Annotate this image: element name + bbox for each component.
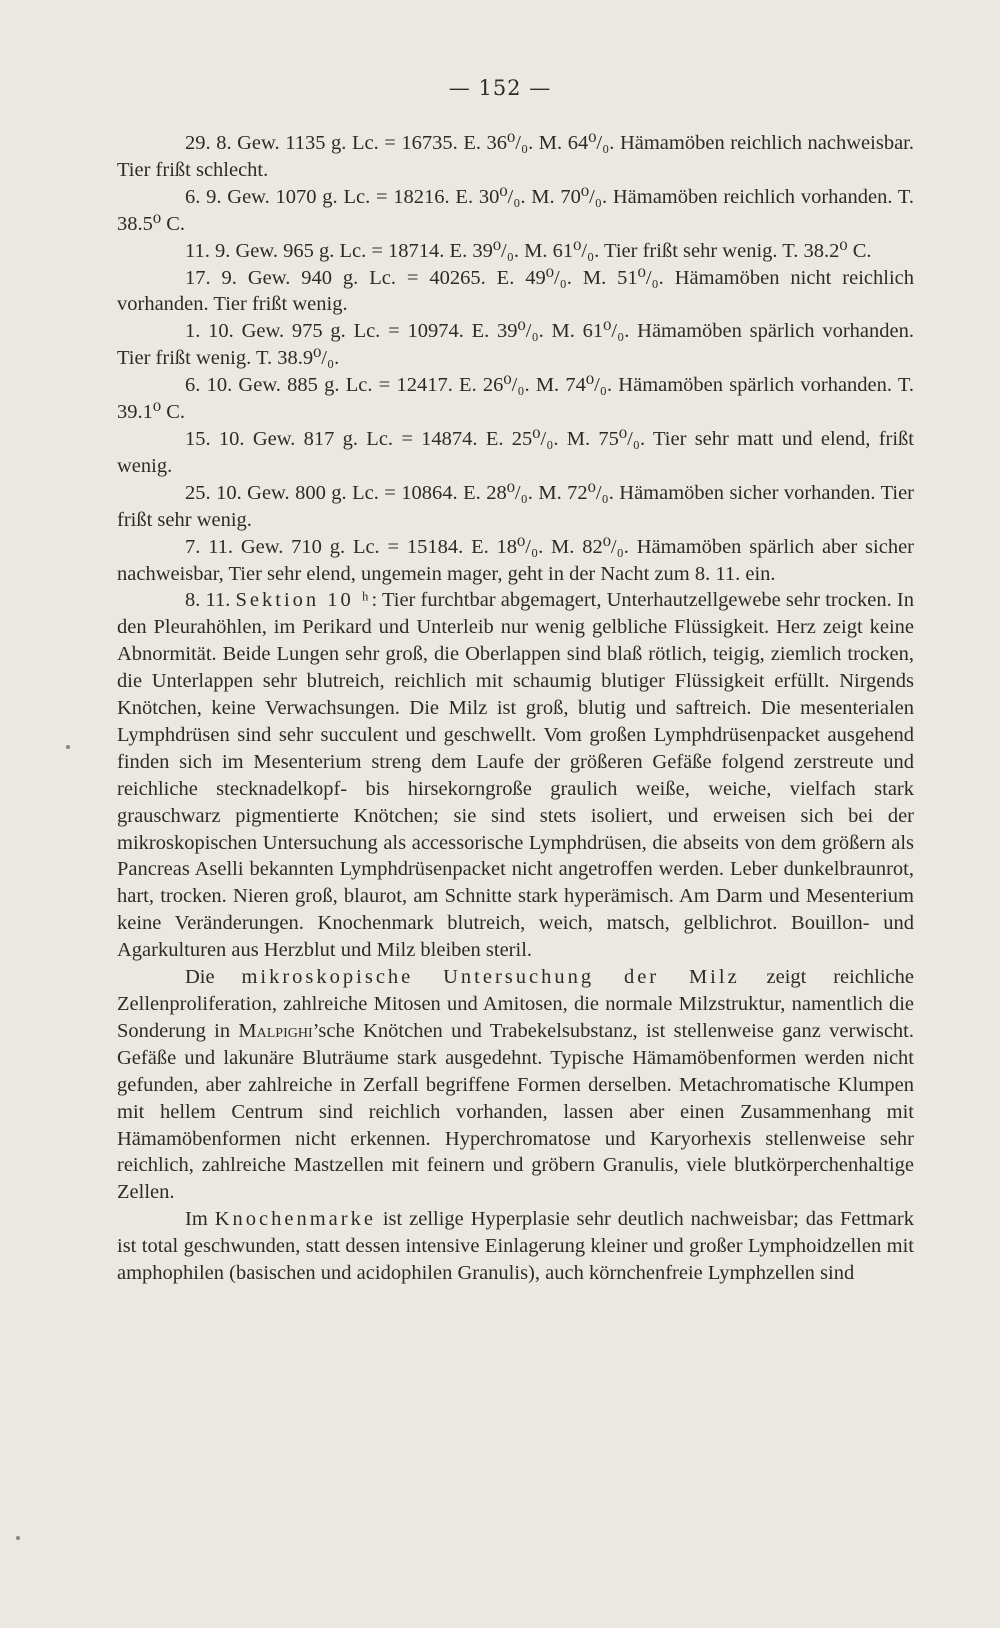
page-body <box>117 130 914 1287</box>
microscopy-prefix: Die <box>185 966 215 989</box>
entry-7: 15. 10. Gew. 817 g. Lc. = 14874. E. 25⁰/₀. M. 75⁰/₀. Tier sehr matt und elend, frißt wenig. <box>117 427 914 477</box>
entry-5: 1. 10. Gew. 975 g. Lc. = 10974. E. 39⁰/₀. M. 61⁰/₀. Hämamöben spärlich vorhanden. Tier frißt wenig. T. 38.9⁰/₀. <box>117 320 914 370</box>
bone-marrow-text: ist zellige Hyperplasie sehr deutlich nachweisbar; das Fettmark ist total geschwunden, statt dessen intensive Einlagerung kleiner und großer Lymphoidzellen mit amphophilen (basischen und acidophilen Granulis), auch körnchenfreie Lymphzellen sind <box>117 1208 914 1285</box>
margin-speck <box>16 1536 20 1540</box>
entry-1: 29. 8. Gew. 1135 g. Lc. = 16735. E. 36⁰/₀. M. 64⁰/₀. Hämamöben reichlich nachweisbar. Tier frißt schlecht. <box>117 132 914 181</box>
microscopy-text-after: ’sche Knötchen und Trabekelsubstanz, ist stellenweise ganz verwischt. Gefäße und lakunäre Bluträume stark ausgedehnt. Typische Hämamöbenformen werden nicht gefunden, aber zahlreiche in Zerfall begriffene Formen derselben. Metachromatische Klumpen mit hellem Centrum sind reichlich vorhanden, lassen aber einen Zusammenhang mit Hämamöbenformen nicht erkennen. Hyperchromatose und Karyorhexis stellenweise sehr reichlich, zahlreiche Mastzellen mit feinern und gröbern Granulis, viele blutkörperchenhaltige Zellen. <box>117 1019 915 1204</box>
entry-4: 17. 9. Gew. 940 g. Lc. = 40265. E. 49⁰/₀. M. 51⁰/₀. Hämamöben nicht reichlich vorhanden. Tier frißt wenig. <box>117 266 914 316</box>
section-text: : Tier furchtbar abgemagert, Unterhautzellgewebe sehr trocken. In den Pleurahöhlen, im Perikard und Unterleib nur wenig gelbliche Flüssigkeit. Herz zeigt keine Abnormität. Beide Lungen sehr groß, die Oberlappen sind blaß rötlich, teigig, ziemlich trocken, die Unterlappen sehr blutreich, reichlich mit schaumig blutiger Flüssigkeit erfüllt. Nirgends Knötchen, keine Verwachsungen. Die Milz ist groß, blutig und saftreich. Die mesenterialen Lymphdrüsen sind sehr succulent und geschwellt. Vom großen Lymphdrüsenpacket ausgehend finden sich im Mesenterium streng dem Laufe der größeren Gefäße folgend zerstreute und reichliche stecknadelkopf- bis hirsekorngroße graulich weiße, weiche, vielfach stark grauschwarz pigmentierte Knötchen; sie sind stets isoliert, und erweisen sich bei der mikroskopischen Untersuchung als accessorische Lymphdrüsen, die abseits von dem größern als Pancreas Aselli bekannten Lymphdrüsenpacket nicht angetroffen werden. Leber dunkelbraunrot, hart, trocken. Nieren groß, blaurot, am Schnitte stark hyperämisch. Am Darm und Mesenterium keine Veränderungen. Knochenmark blutreich, weich, matsch, gelblichrot. Bouillon- und Agarkulturen aus Herzblut und Milz bleiben steril. <box>117 589 914 962</box>
section-paragraph <box>117 587 914 964</box>
entry-8: 25. 10. Gew. 800 g. Lc. = 10864. E. 28⁰/₀. M. 72⁰/₀. Hämamöben sicher vorhanden. Tier frißt sehr wenig. <box>117 481 914 531</box>
microscopy-text-before: zeigt reichliche Zellenproliferation, zahlreiche Mitosen und Amitosen, die normale Milzstruktur, namentlich die Sonderung in <box>117 966 915 1042</box>
margin-speck <box>66 745 70 749</box>
entry-6: 6. 10. Gew. 885 g. Lc. = 12417. E. 26⁰/₀. M. 74⁰/₀. Hämamöben spärlich vorhanden. T. 39.1⁰ C. <box>117 374 914 424</box>
section-date: 8. 11. <box>185 589 231 612</box>
author-name: Malpighi <box>238 1019 313 1042</box>
entry-2: 6. 9. Gew. 1070 g. Lc. = 18216. E. 30⁰/₀. M. 70⁰/₀. Hämamöben reichlich vorhanden. T. 38.5⁰ C. <box>117 185 914 235</box>
entry-3: 11. 9. Gew. 965 g. Lc. = 18714. E. 39⁰/₀. M. 61⁰/₀. Tier frißt sehr wenig. T. 38.2⁰ C. <box>185 239 872 262</box>
bone-marrow-label: Knochenmarke <box>214 1208 376 1231</box>
bone-marrow-paragraph <box>117 1206 914 1287</box>
microscopy-paragraph <box>117 964 914 1206</box>
section-label: Sektion 10 ʰ <box>235 589 372 612</box>
page-number: — 152 — <box>448 76 552 100</box>
bone-marrow-prefix: Im <box>185 1208 208 1231</box>
entry-9: 7. 11. Gew. 710 g. Lc. = 15184. E. 18⁰/₀. M. 82⁰/₀. Hämamöben spärlich aber sicher nachweisbar, Tier sehr elend, ungemein mager, geht in der Nacht zum 8. 11. ein. <box>117 535 914 585</box>
microscopy-label: mikroskopische Untersuchung der Milz <box>241 966 740 989</box>
